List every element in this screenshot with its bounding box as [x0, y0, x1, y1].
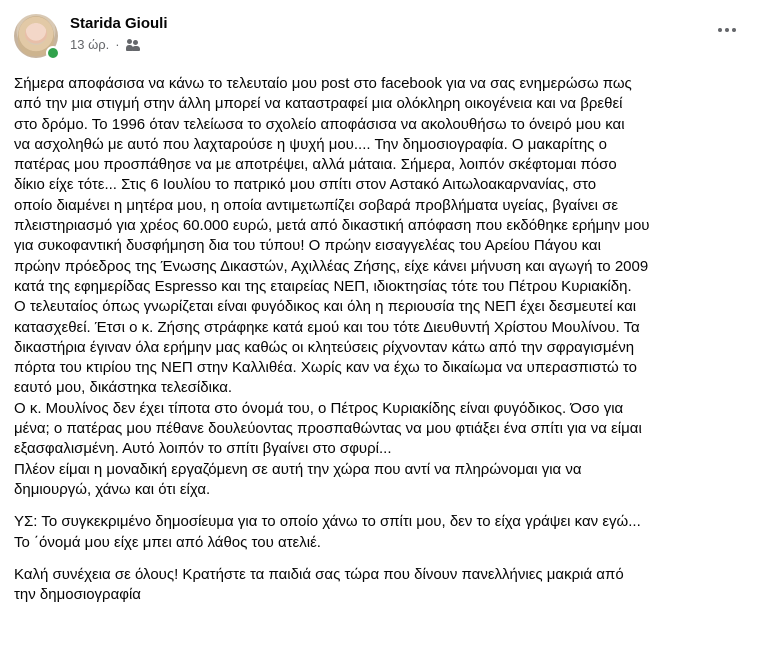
post-text-line: δικαστήρια έγιναν όλα ερήμην μας καθώς οι κλητεύσεις ρίχνονταν κάτω από την σφραγισμένη: [14, 338, 635, 356]
post-text-line: πατέρας μου προσπάθησε να με αποτρέψει, αλλά μάταια. Σήμερα, λοιπόν σκέφτομαι πόσο: [14, 156, 617, 174]
post-text-line: στο δρόμο. Το 1996 όταν τελείωσα το σχολείο αποφάσισα να ακολουθήσω το όνειρό μου και: [14, 115, 625, 133]
post-text-line: πλειστηριασμό για χρέος 60.000 ευρώ, μετά από δικαστική απόφαση που εκδόθηκε ερήμην μου: [14, 217, 650, 235]
post-text-line: ΥΣ: Το συγκεκριμένο δημοσίευμα για το οποίο χάνω το σπίτι μου, δεν το είχα γράψει καν εγώ...: [14, 513, 641, 531]
post-text-line: την δημοσιογραφία: [14, 586, 141, 604]
post-text-line: Πλέον είμαι η μοναδική εργαζόμενη σε αυτή την χώρα που αντί να πληρώνομαι για να: [14, 460, 582, 478]
post-text-line: για συκοφαντική δυσφήμηση δια του τύπου! Ο πρώην εισαγγελέας του Αρείου Πάγου και: [14, 237, 601, 255]
post-text-line: Καλή συνέχεια σε όλους! Κρατήστε τα παιδιά σας τώρα που δίνουν πανελλήνιες μακριά από: [14, 565, 624, 583]
post-timestamp[interactable]: 13 ώρ.: [70, 37, 110, 52]
post-header: [14, 10, 749, 60]
more-options-button[interactable]: [713, 16, 741, 44]
post-text-line: εξασφαλισμένη. Αυτό λοιπόν το σπίτι βγαίνει στο σφυρί...: [14, 440, 392, 458]
post-body: [14, 74, 749, 605]
online-status-indicator: [46, 46, 60, 60]
post-paragraph-ps: [14, 512, 749, 553]
post-paragraph-closing: [14, 565, 749, 606]
post-text-line: εαυτό μου, δικάστηκα τελεσίδικα.: [14, 379, 233, 397]
post-meta: [70, 37, 140, 52]
post-text-line: κατά της εφημερίδας Espresso και της εταιρείας ΝΕΠ, ιδιοκτησίας τότε του Πέτρου Κυριακίδη.: [14, 277, 632, 295]
post-text-line: οποίο διαμένει η μητέρα μου, η οποία αντιμετωπίζει σοβαρά προβλήματα υγείας, βγαίνει σε: [14, 196, 619, 214]
post-text-line: δίκιο είχε τότε... Στις 6 Ιουλίου το πατρικό μου σπίτι στον Αστακό Αιτωλοακαρνανίας, στο: [14, 176, 597, 194]
post-text-line: Σήμερα αποφάσισα να κάνω το τελευταίο μου post στο facebook για να σας ενημερώσω πως: [14, 75, 632, 92]
post-text-line: κατασχεθεί. Έτσι ο κ. Ζήσης στράφηκε κατά εμού και του τότε Διευθυντή Χρίστου Μουλίνου. Τα: [14, 318, 640, 336]
post-text-line: Ο κ. Μουλίνος δεν έχει τίποτα στο όνομά του, ο Πέτρος Κυριακίδης είναι φυγόδικος. Όσο για: [14, 399, 624, 417]
more-icon: [718, 28, 722, 32]
post-text-line: από την μια στιγμή στην άλλη μπορεί να καταστραφεί μια ολόκληρη οικογένεια και να βρεθεί: [14, 95, 623, 113]
post-text-line: Το ΄όνομά μου είχε μπει από λάθος του ατελιέ.: [14, 533, 321, 551]
post-text-line: δημιουργώ, χάνω και ότι είχα.: [14, 480, 211, 498]
author-name[interactable]: Starida Giouli: [70, 15, 168, 32]
post-text-line: Ο τελευταίος όπως γνωρίζεται είναι φυγόδικος και όλη η περιουσία της ΝΕΠ έχει δεσμευτεί και: [14, 298, 637, 316]
post-text-line: πόρτα του κτιρίου της ΝΕΠ στην Καλλιθέα. Χωρίς καν να έχω το δικαίωμα να υπερασπιστώ το: [14, 359, 637, 377]
post-paragraph-main: [14, 74, 749, 500]
post-text-line: πρώην πρόεδρος της Ένωσης Δικαστών, Αχιλλέας Ζήσης, είχε κάνει μήνυση και αγωγή το 2009: [14, 257, 649, 275]
meta-separator: ·: [115, 37, 120, 52]
post-text-line: να ασχοληθώ με αυτό που λαχταρούσε η ψυχή μου.... Την δημοσιογραφία. Ο μακαρίτης ο: [14, 135, 607, 153]
friends-icon[interactable]: [126, 39, 140, 51]
post-text-line: μένα; ο πατέρας μου πέθανε δουλεύοντας προσπαθώντας να μου φτιάξει ένα σπίτι για να είμαι: [14, 420, 642, 438]
